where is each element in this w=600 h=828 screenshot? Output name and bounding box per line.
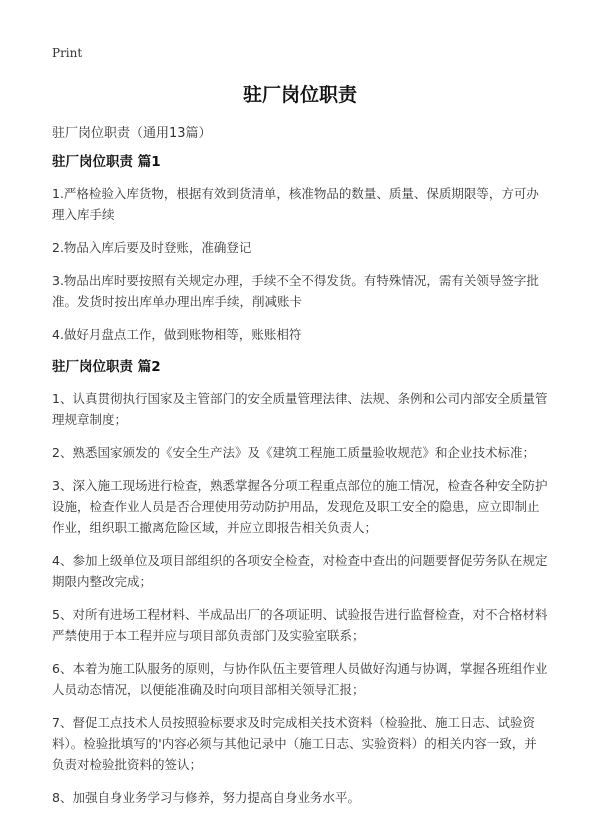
document-subtitle: 驻厂岗位职责（通用13篇） xyxy=(52,126,212,141)
paragraph: 2.物品入库后要及时登账，准确登记 xyxy=(52,240,252,255)
paragraph: 3、深入施工现场进行检查，熟悉掌握各分项工程重点部位的施工情况，检查各种安全防护设施，检查作业人员是否合理使用劳动防护用品，发现危及职工安全的隐患，应立即制止作业，组织职工撤离危险区域，并应立即报告相关负责人； xyxy=(52,478,548,535)
print-link[interactable]: Print xyxy=(52,46,83,60)
paragraph: 7、督促工点技术人员按照验标要求及时完成相关技术资料（检验批、施工日志、试验资料）。检验批填写的'内容必须与其他记录中（施工日志、实验资料）的相关内容一致，并负责对检验批资料的签认； xyxy=(52,715,537,772)
paragraph: 4.做好月盘点工作，做到账物相等，账账相符 xyxy=(52,327,302,342)
section-2 xyxy=(52,357,548,808)
section-1 xyxy=(52,152,548,345)
paragraph: 4、参加上级单位及项目部组织的各项安全检查，对检查中查出的问题要督促劳务队在规定期限内整改完成； xyxy=(52,553,548,589)
document-body xyxy=(52,148,548,820)
paragraph: 5、对所有进场工程材料、半成品出厂的各项证明、试验报告进行监督检查，对不合格材料严禁使用于本工程并应与项目部负责部门及实验室联系； xyxy=(52,607,548,643)
section-heading: 驻厂岗位职责 篇2 xyxy=(52,359,161,375)
page-title: 驻厂岗位职责 xyxy=(242,84,357,106)
paragraph: 1.严格检验入库货物，根据有效到货清单，核准物品的数量、质量、保质期限等，方可办理入库手续 xyxy=(52,186,539,222)
section-heading: 驻厂岗位职责 篇1 xyxy=(52,154,161,170)
paragraph: 6、本着为施工队服务的原则，与协作队伍主要管理人员做好沟通与协调，掌握各班组作业人员动态情况，以便能准确及时向项目部相关领导汇报； xyxy=(52,661,548,697)
paragraph: 2、熟悉国家颁发的《安全生产法》及《建筑工程施工质量验收规范》和企业技术标准； xyxy=(52,445,535,460)
paragraph: 8、加强自身业务学习与修养，努力提高自身业务水平。 xyxy=(52,790,360,805)
paragraph: 3.物品出库时要按照有关规定办理，手续不全不得发货。有特殊情况，需有关领导签字批准。发货时按出库单办理出库手续，削减账卡 xyxy=(52,273,539,309)
paragraph: 1、认真贯彻执行国家及主管部门的安全质量管理法律、法规、条例和公司内部安全质量管理规章制度； xyxy=(52,391,548,427)
